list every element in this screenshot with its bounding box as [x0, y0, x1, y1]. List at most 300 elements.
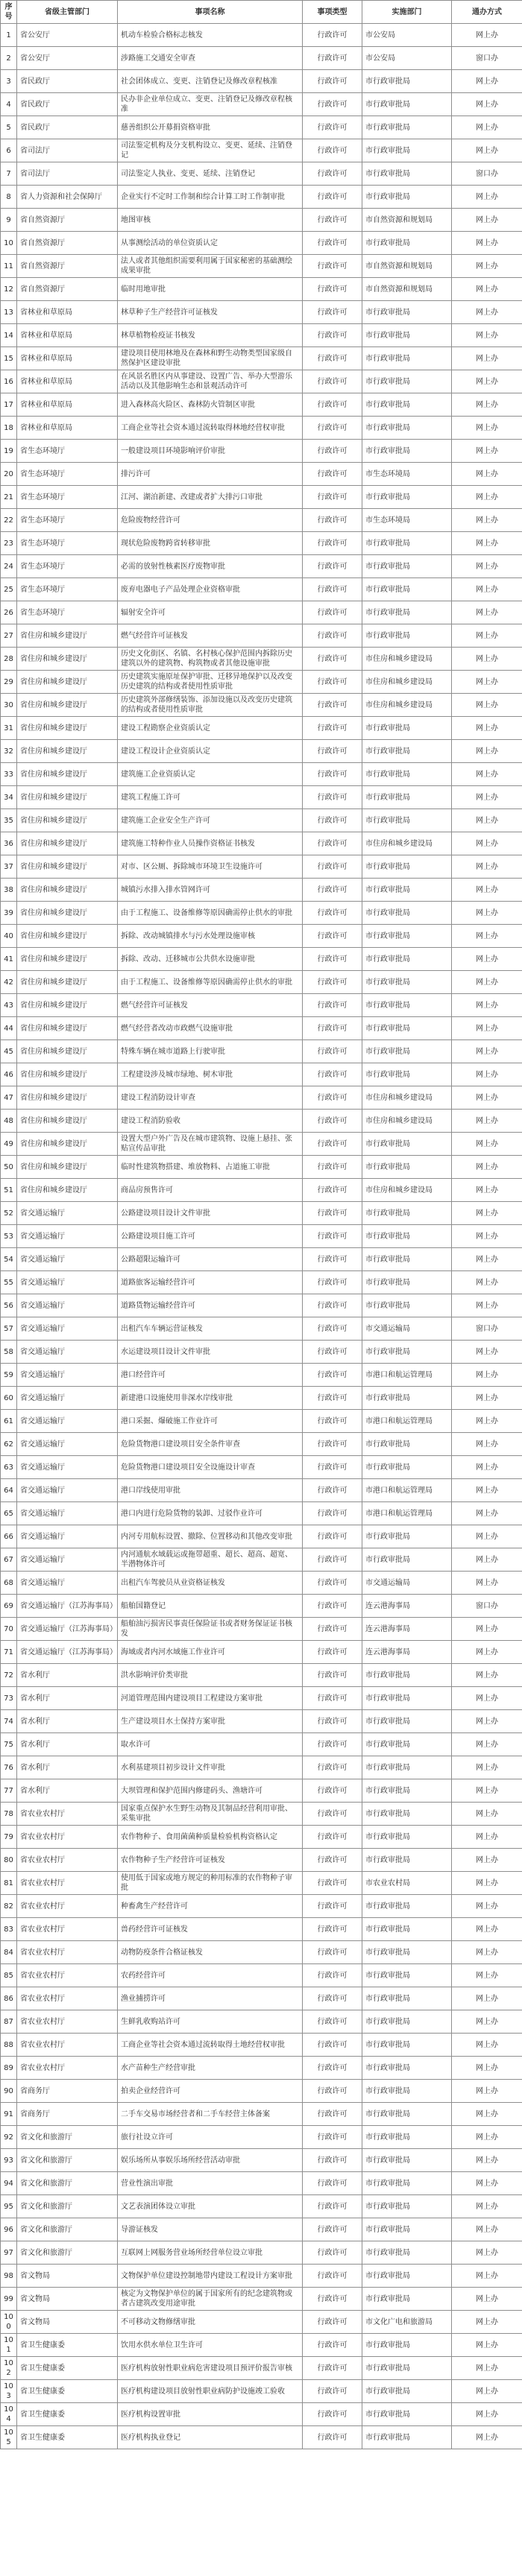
row-department: 省住房和城乡建设厅 — [17, 1063, 118, 1086]
row-implementing-dept: 市行政审批局 — [362, 555, 452, 578]
row-department: 省住房和城乡建设厅 — [17, 1179, 118, 1202]
row-index: 75 — [1, 1733, 17, 1756]
row-item-name: 由于工程施工、设备维修等原因确需停止供水的审批 — [118, 971, 303, 994]
row-implementing-dept: 市行政审批局 — [362, 70, 452, 93]
row-item-name: 不可移动文物修缮审批 — [118, 2311, 303, 2334]
row-item-name: 从事测绘活动的单位资质认定 — [118, 232, 303, 255]
row-handling-method: 网上办 — [452, 1063, 522, 1086]
row-implementing-dept: 市住房和城乡建设局 — [362, 832, 452, 855]
table-row — [1, 2172, 522, 2195]
row-department: 省交通运输厅 — [17, 1548, 118, 1572]
row-handling-method: 网上办 — [452, 1040, 522, 1063]
row-handling-method: 网上办 — [452, 139, 522, 162]
row-item-name: 种畜禽生产经营许可 — [118, 1895, 303, 1918]
row-handling-method: 网上办 — [452, 786, 522, 809]
header-item-type: 事项类型 — [303, 1, 362, 24]
row-implementing-dept: 市行政审批局 — [362, 1248, 452, 1271]
row-item-name: 医疗机构执业登记 — [118, 2426, 303, 2449]
table-row — [1, 2218, 522, 2241]
row-item-type: 行政许可 — [303, 2103, 362, 2126]
row-handling-method: 网上办 — [452, 1341, 522, 1364]
row-item-type: 行政许可 — [303, 1017, 362, 1040]
table-row — [1, 1063, 522, 1086]
row-implementing-dept: 市自然资源和规划局 — [362, 278, 452, 301]
row-item-name: 在风景名胜区内从事建设、设置广告、举办大型游乐活动以及其他影响生态和景观活动许可 — [118, 370, 303, 393]
row-handling-method: 网上办 — [452, 2288, 522, 2311]
row-handling-method: 网上办 — [452, 1387, 522, 1410]
table-row — [1, 1687, 522, 1710]
row-implementing-dept: 市行政审批局 — [362, 2288, 452, 2311]
row-index: 12 — [1, 278, 17, 301]
row-implementing-dept: 市行政审批局 — [362, 1548, 452, 1572]
row-implementing-dept: 市住房和城乡建设局 — [362, 648, 452, 671]
row-index: 17 — [1, 393, 17, 417]
row-department: 省住房和城乡建设厅 — [17, 1156, 118, 1179]
row-index: 55 — [1, 1271, 17, 1294]
row-index: 20 — [1, 463, 17, 486]
row-item-name: 社会团体成立、变更、注销登记及修改章程核准 — [118, 70, 303, 93]
row-handling-method: 网上办 — [452, 532, 522, 555]
row-handling-method: 网上办 — [452, 648, 522, 671]
row-department: 省卫生健康委 — [17, 2380, 118, 2403]
row-department: 省住房和城乡建设厅 — [17, 994, 118, 1017]
table-row — [1, 47, 522, 70]
table-row — [1, 2195, 522, 2218]
row-department: 省司法厅 — [17, 139, 118, 162]
row-index: 34 — [1, 786, 17, 809]
row-item-type: 行政许可 — [303, 209, 362, 232]
row-implementing-dept: 市行政审批局 — [362, 902, 452, 925]
row-department: 省卫生健康委 — [17, 2426, 118, 2449]
row-implementing-dept: 市行政审批局 — [362, 2241, 452, 2265]
row-department: 省交通运输厅 — [17, 1433, 118, 1456]
row-item-name: 水产苗种生产经营审批 — [118, 2057, 303, 2080]
row-implementing-dept: 市行政审批局 — [362, 1664, 452, 1687]
header-implementing-dept: 实施部门 — [362, 1, 452, 24]
row-handling-method: 网上办 — [452, 1572, 522, 1595]
row-handling-method: 网上办 — [452, 370, 522, 393]
row-handling-method: 网上办 — [452, 1710, 522, 1733]
row-item-type: 行政许可 — [303, 232, 362, 255]
row-handling-method: 窗口办 — [452, 1595, 522, 1618]
table-row — [1, 1895, 522, 1918]
row-handling-method: 网上办 — [452, 1849, 522, 1872]
row-index: 11 — [1, 255, 17, 278]
row-item-name: 历史建筑外部修缮装饰、添加设施以及改变历史建筑的结构或者使用性质审批 — [118, 694, 303, 717]
row-implementing-dept: 市行政审批局 — [362, 162, 452, 186]
row-department: 省林业和草原局 — [17, 324, 118, 347]
row-index: 59 — [1, 1364, 17, 1387]
row-department: 省交通运输厅 — [17, 1525, 118, 1548]
row-item-type: 行政许可 — [303, 1433, 362, 1456]
row-item-type: 行政许可 — [303, 740, 362, 763]
table-row — [1, 1110, 522, 1133]
table-row — [1, 1456, 522, 1479]
row-department: 省文物局 — [17, 2265, 118, 2288]
row-item-type: 行政许可 — [303, 2195, 362, 2218]
row-implementing-dept: 市行政审批局 — [362, 948, 452, 971]
row-department: 省自然资源厅 — [17, 255, 118, 278]
row-item-type: 行政许可 — [303, 1202, 362, 1225]
row-item-name: 建筑施工企业资质认定 — [118, 763, 303, 786]
row-implementing-dept: 市行政审批局 — [362, 1017, 452, 1040]
row-implementing-dept: 市交通运输局 — [362, 1317, 452, 1341]
row-implementing-dept: 市行政审批局 — [362, 2357, 452, 2380]
row-department: 省农业农村厅 — [17, 1987, 118, 2010]
row-implementing-dept: 市住房和城乡建设局 — [362, 671, 452, 694]
row-index: 40 — [1, 925, 17, 948]
row-item-name: 河道管理范围内建设项目工程建设方案审批 — [118, 1687, 303, 1710]
table-row — [1, 1779, 522, 1803]
row-index: 50 — [1, 1156, 17, 1179]
row-implementing-dept: 市行政审批局 — [362, 1525, 452, 1548]
row-department: 省住房和城乡建设厅 — [17, 879, 118, 902]
table-row — [1, 301, 522, 324]
row-item-type: 行政许可 — [303, 1502, 362, 1525]
row-item-type: 行政许可 — [303, 601, 362, 624]
row-implementing-dept: 市行政审批局 — [362, 1756, 452, 1779]
row-index: 62 — [1, 1433, 17, 1456]
row-index: 100 — [1, 2311, 17, 2334]
row-item-type: 行政许可 — [303, 1941, 362, 1964]
table-row — [1, 1040, 522, 1063]
row-handling-method: 网上办 — [452, 1202, 522, 1225]
row-index: 63 — [1, 1456, 17, 1479]
row-item-type: 行政许可 — [303, 2311, 362, 2334]
row-item-type: 行政许可 — [303, 2034, 362, 2057]
row-item-type: 行政许可 — [303, 463, 362, 486]
row-handling-method: 网上办 — [452, 948, 522, 971]
row-index: 48 — [1, 1110, 17, 1133]
row-department: 省生态环境厅 — [17, 486, 118, 509]
row-implementing-dept: 市行政审批局 — [362, 139, 452, 162]
row-handling-method: 网上办 — [452, 1110, 522, 1133]
row-department: 省交通运输厅 — [17, 1248, 118, 1271]
row-item-type: 行政许可 — [303, 1317, 362, 1341]
row-item-type: 行政许可 — [303, 417, 362, 440]
row-item-type: 行政许可 — [303, 162, 362, 186]
row-item-type: 行政许可 — [303, 1179, 362, 1202]
row-item-type: 行政许可 — [303, 1895, 362, 1918]
row-index: 76 — [1, 1756, 17, 1779]
row-handling-method: 网上办 — [452, 1548, 522, 1572]
row-item-type: 行政许可 — [303, 717, 362, 740]
row-implementing-dept: 市港口和航运管理局 — [362, 1502, 452, 1525]
row-item-type: 行政许可 — [303, 1779, 362, 1803]
row-handling-method: 网上办 — [452, 1756, 522, 1779]
table-row — [1, 578, 522, 601]
row-item-name: 医疗机构设置审批 — [118, 2403, 303, 2426]
row-handling-method: 网上办 — [452, 301, 522, 324]
table-row — [1, 1941, 522, 1964]
table-row — [1, 2103, 522, 2126]
row-implementing-dept: 市行政审批局 — [362, 2380, 452, 2403]
row-item-type: 行政许可 — [303, 1849, 362, 1872]
row-item-type: 行政许可 — [303, 2241, 362, 2265]
row-item-type: 行政许可 — [303, 1248, 362, 1271]
table-row — [1, 1918, 522, 1941]
row-department: 省水利厅 — [17, 1687, 118, 1710]
table-row — [1, 1756, 522, 1779]
row-index: 99 — [1, 2288, 17, 2311]
row-index: 8 — [1, 186, 17, 209]
row-index: 33 — [1, 763, 17, 786]
row-item-type: 行政许可 — [303, 1756, 362, 1779]
row-item-type: 行政许可 — [303, 1364, 362, 1387]
row-department: 省农业农村厅 — [17, 1941, 118, 1964]
row-item-type: 行政许可 — [303, 1456, 362, 1479]
row-implementing-dept: 市行政审批局 — [362, 786, 452, 809]
row-department: 省住房和城乡建设厅 — [17, 1040, 118, 1063]
table-row — [1, 2334, 522, 2357]
row-handling-method: 网上办 — [452, 2426, 522, 2449]
row-implementing-dept: 市行政审批局 — [362, 717, 452, 740]
row-index: 71 — [1, 1641, 17, 1664]
row-department: 省商务厅 — [17, 2103, 118, 2126]
row-implementing-dept: 市行政审批局 — [362, 578, 452, 601]
row-item-name: 内河专用航标设置、撤除、位置移动和其他改变审批 — [118, 1525, 303, 1548]
row-item-type: 行政许可 — [303, 324, 362, 347]
row-item-type: 行政许可 — [303, 925, 362, 948]
table-row — [1, 1872, 522, 1895]
row-item-name: 建设工程设计企业资质认定 — [118, 740, 303, 763]
row-index: 101 — [1, 2334, 17, 2357]
row-department: 省交通运输厅（江苏海事局） — [17, 1595, 118, 1618]
row-department: 省生态环境厅 — [17, 555, 118, 578]
row-handling-method: 网上办 — [452, 24, 522, 47]
row-index: 70 — [1, 1618, 17, 1641]
row-index: 27 — [1, 624, 17, 648]
row-item-type: 行政许可 — [303, 671, 362, 694]
row-item-type: 行政许可 — [303, 24, 362, 47]
row-item-name: 林草植物检疫证书核发 — [118, 324, 303, 347]
row-index: 30 — [1, 694, 17, 717]
row-implementing-dept: 市行政审批局 — [362, 1733, 452, 1756]
row-index: 21 — [1, 486, 17, 509]
row-item-name: 生鲜乳收购站许可 — [118, 2010, 303, 2034]
row-item-name: 设置大型户外广告及在城市建筑物、设施上悬挂、张贴宣传品审批 — [118, 1133, 303, 1156]
row-department: 省生态环境厅 — [17, 463, 118, 486]
row-index: 38 — [1, 879, 17, 902]
row-implementing-dept: 市行政审批局 — [362, 879, 452, 902]
row-item-name: 燃气经营许可证核发 — [118, 624, 303, 648]
row-implementing-dept: 市行政审批局 — [362, 1387, 452, 1410]
row-index: 95 — [1, 2195, 17, 2218]
row-item-name: 内河通航水域载运或拖带超重、超长、超高、超宽、半潜物体许可 — [118, 1548, 303, 1572]
table-row — [1, 393, 522, 417]
table-row — [1, 1248, 522, 1271]
row-item-name: 使用低于国家或地方规定的种用标准的农作物种子审批 — [118, 1872, 303, 1895]
row-department: 省生态环境厅 — [17, 532, 118, 555]
row-item-type: 行政许可 — [303, 2334, 362, 2357]
row-department: 省住房和城乡建设厅 — [17, 1086, 118, 1110]
row-item-type: 行政许可 — [303, 879, 362, 902]
table-row — [1, 1341, 522, 1364]
row-handling-method: 网上办 — [452, 509, 522, 532]
row-department: 省交通运输厅 — [17, 1502, 118, 1525]
row-handling-method: 网上办 — [452, 116, 522, 139]
row-item-name: 道路货物运输经营许可 — [118, 1294, 303, 1317]
row-item-type: 行政许可 — [303, 1595, 362, 1618]
row-handling-method: 网上办 — [452, 486, 522, 509]
table-row — [1, 1525, 522, 1548]
row-handling-method: 网上办 — [452, 2334, 522, 2357]
row-department: 省水利厅 — [17, 1779, 118, 1803]
row-item-name: 由于工程施工、设备维修等原因确需停止供水的审批 — [118, 902, 303, 925]
row-department: 省水利厅 — [17, 1664, 118, 1687]
row-item-type: 行政许可 — [303, 2357, 362, 2380]
row-department: 省林业和草原局 — [17, 370, 118, 393]
table-row — [1, 671, 522, 694]
row-implementing-dept: 市行政审批局 — [362, 2080, 452, 2103]
row-implementing-dept: 市公安局 — [362, 24, 452, 47]
row-handling-method: 网上办 — [452, 1294, 522, 1317]
row-department: 省农业农村厅 — [17, 2057, 118, 2080]
row-implementing-dept: 市行政审批局 — [362, 1040, 452, 1063]
row-item-type: 行政许可 — [303, 2010, 362, 2034]
row-implementing-dept: 市行政审批局 — [362, 393, 452, 417]
table-row — [1, 24, 522, 47]
row-handling-method: 网上办 — [452, 1433, 522, 1456]
row-index: 69 — [1, 1595, 17, 1618]
row-item-type: 行政许可 — [303, 2426, 362, 2449]
row-handling-method: 网上办 — [452, 740, 522, 763]
row-handling-method: 网上办 — [452, 624, 522, 648]
row-handling-method: 网上办 — [452, 994, 522, 1017]
row-item-type: 行政许可 — [303, 1341, 362, 1364]
row-index: 97 — [1, 2241, 17, 2265]
row-index: 68 — [1, 1572, 17, 1595]
table-row — [1, 1618, 522, 1641]
row-implementing-dept: 市行政审批局 — [362, 1803, 452, 1826]
table-row — [1, 209, 522, 232]
row-item-name: 农药经营许可 — [118, 1964, 303, 1987]
row-department: 省生态环境厅 — [17, 578, 118, 601]
table-row — [1, 1548, 522, 1572]
row-index: 87 — [1, 2010, 17, 2034]
row-item-name: 饮用水供水单位卫生许可 — [118, 2334, 303, 2357]
row-implementing-dept: 市行政审批局 — [362, 532, 452, 555]
row-item-name: 地图审核 — [118, 209, 303, 232]
row-handling-method: 网上办 — [452, 255, 522, 278]
row-department: 省水利厅 — [17, 1733, 118, 1756]
row-implementing-dept: 市行政审批局 — [362, 2195, 452, 2218]
row-implementing-dept: 市行政审批局 — [362, 116, 452, 139]
row-item-name: 涉路施工交通安全审查 — [118, 47, 303, 70]
row-department: 省自然资源厅 — [17, 209, 118, 232]
row-implementing-dept: 市行政审批局 — [362, 186, 452, 209]
row-item-name: 工商企业等社会资本通过流转取得林地经营权审批 — [118, 417, 303, 440]
row-item-name: 辐射安全许可 — [118, 601, 303, 624]
row-handling-method: 网上办 — [452, 601, 522, 624]
table-row — [1, 624, 522, 648]
row-implementing-dept: 市行政审批局 — [362, 2034, 452, 2057]
row-implementing-dept: 市行政审批局 — [362, 1063, 452, 1086]
row-item-name: 港口经营许可 — [118, 1364, 303, 1387]
row-index: 22 — [1, 509, 17, 532]
row-handling-method: 网上办 — [452, 1941, 522, 1964]
row-department: 省林业和草原局 — [17, 393, 118, 417]
row-index: 96 — [1, 2218, 17, 2241]
row-index: 46 — [1, 1063, 17, 1086]
row-implementing-dept: 市行政审批局 — [362, 2126, 452, 2149]
row-item-type: 行政许可 — [303, 971, 362, 994]
row-department: 省农业农村厅 — [17, 2034, 118, 2057]
row-implementing-dept: 市行政审批局 — [362, 370, 452, 393]
row-handling-method: 网上办 — [452, 278, 522, 301]
row-implementing-dept: 市住房和城乡建设局 — [362, 1110, 452, 1133]
row-implementing-dept: 市行政审批局 — [362, 1941, 452, 1964]
row-index: 18 — [1, 417, 17, 440]
row-index: 15 — [1, 347, 17, 370]
row-item-name: 建设工程消防验收 — [118, 1110, 303, 1133]
row-item-name: 生产建设项目水土保持方案审批 — [118, 1710, 303, 1733]
row-index: 52 — [1, 1202, 17, 1225]
row-item-name: 历史建筑实施原址保护审批、迁移异地保护以及改变历史建筑的结构或者使用性质审批 — [118, 671, 303, 694]
table-row — [1, 740, 522, 763]
row-implementing-dept: 连云港海事局 — [362, 1618, 452, 1641]
row-implementing-dept: 市行政审批局 — [362, 740, 452, 763]
row-handling-method: 网上办 — [452, 1733, 522, 1756]
row-item-type: 行政许可 — [303, 1641, 362, 1664]
row-item-name: 海域或者内河水域施工作业许可 — [118, 1641, 303, 1664]
table-row — [1, 2380, 522, 2403]
row-index: 16 — [1, 370, 17, 393]
row-department: 省交通运输厅 — [17, 1479, 118, 1502]
row-item-type: 行政许可 — [303, 694, 362, 717]
row-item-type: 行政许可 — [303, 186, 362, 209]
row-department: 省司法厅 — [17, 162, 118, 186]
table-row — [1, 463, 522, 486]
row-implementing-dept: 连云港海事局 — [362, 1595, 452, 1618]
row-index: 3 — [1, 70, 17, 93]
row-department: 省民政厅 — [17, 116, 118, 139]
row-handling-method: 网上办 — [452, 1641, 522, 1664]
row-handling-method: 网上办 — [452, 1086, 522, 1110]
row-item-name: 历史文化街区、名镇、名村核心保护范围内拆除历史建筑以外的建筑物、构筑物或者其他设施审批 — [118, 648, 303, 671]
row-handling-method: 网上办 — [452, 2380, 522, 2403]
row-item-type: 行政许可 — [303, 902, 362, 925]
row-implementing-dept: 市行政审批局 — [362, 301, 452, 324]
table-row — [1, 1179, 522, 1202]
row-item-name: 互联网上网服务营业场所经营单位设立审批 — [118, 2241, 303, 2265]
row-implementing-dept: 市行政审批局 — [362, 2149, 452, 2172]
row-department: 省交通运输厅 — [17, 1572, 118, 1595]
row-implementing-dept: 市行政审批局 — [362, 2057, 452, 2080]
row-handling-method: 网上办 — [452, 1803, 522, 1826]
row-handling-method: 网上办 — [452, 879, 522, 902]
row-implementing-dept: 市行政审批局 — [362, 417, 452, 440]
row-department: 省生态环境厅 — [17, 440, 118, 463]
row-item-name: 城镇污水排入排水管网许可 — [118, 879, 303, 902]
row-department: 省人力资源和社会保障厅 — [17, 186, 118, 209]
row-department: 省卫生健康委 — [17, 2334, 118, 2357]
row-item-name: 文物保护单位建设控制地带内建设工程设计方案审批 — [118, 2265, 303, 2288]
row-item-name: 文艺表演团体设立审批 — [118, 2195, 303, 2218]
row-item-type: 行政许可 — [303, 1040, 362, 1063]
row-item-type: 行政许可 — [303, 509, 362, 532]
table-row — [1, 139, 522, 162]
row-department: 省农业农村厅 — [17, 1918, 118, 1941]
row-item-name: 拆除、改动城镇排水与污水处理设施审核 — [118, 925, 303, 948]
row-handling-method: 网上办 — [452, 1779, 522, 1803]
row-index: 104 — [1, 2403, 17, 2426]
table-row — [1, 186, 522, 209]
row-handling-method: 网上办 — [452, 902, 522, 925]
row-item-name: 危险货物港口建设项目安全条件审查 — [118, 1433, 303, 1456]
row-department: 省民政厅 — [17, 70, 118, 93]
row-implementing-dept: 市生态环境局 — [362, 509, 452, 532]
